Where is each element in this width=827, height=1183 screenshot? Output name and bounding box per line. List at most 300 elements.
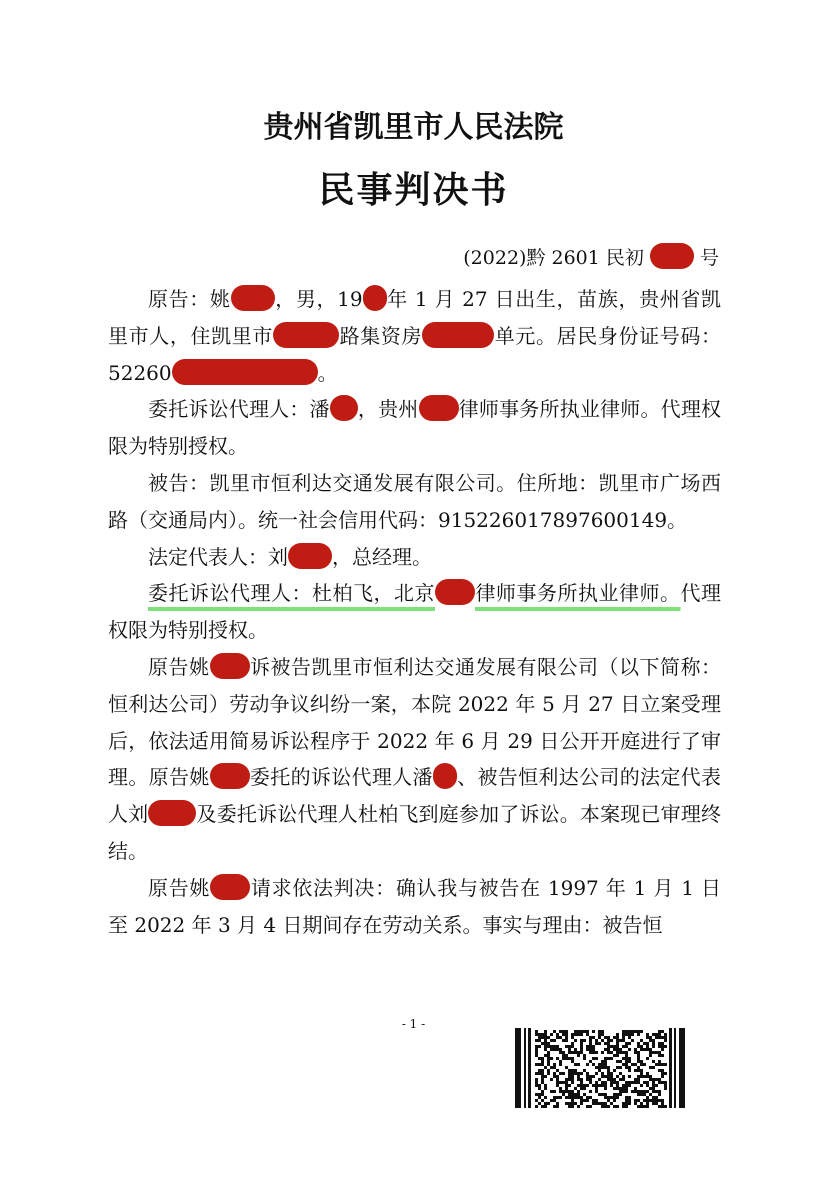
barcode-cell [610, 1075, 613, 1078]
barcode-cell [574, 1096, 577, 1099]
barcode-cell [592, 1036, 595, 1039]
barcode-cell [619, 1072, 622, 1075]
barcode-cell [616, 1093, 619, 1096]
barcode-cell [634, 1081, 637, 1084]
barcode-cell [658, 1036, 661, 1039]
barcode-cell [625, 1102, 628, 1105]
barcode-cell [628, 1096, 631, 1099]
barcode-cell [604, 1096, 607, 1099]
barcode-cell [556, 1048, 559, 1051]
barcode-cell [562, 1054, 565, 1057]
case-intro-text: 委托的诉讼代理人潘 [249, 765, 433, 790]
barcode-cell [556, 1033, 559, 1036]
barcode-cell [652, 1078, 655, 1081]
barcode-cell [619, 1093, 622, 1096]
barcode-cell [571, 1096, 574, 1099]
barcode-cell [631, 1039, 634, 1042]
barcode-cell [625, 1090, 628, 1093]
barcode-cell [604, 1063, 607, 1066]
judgment-body [108, 281, 721, 943]
barcode-cell [637, 1057, 640, 1060]
barcode-cell [583, 1054, 586, 1057]
barcode-cell [535, 1048, 538, 1051]
redaction-mark [210, 874, 250, 900]
barcode-cell [586, 1072, 589, 1075]
barcode-cell [658, 1069, 661, 1072]
barcode-cell [538, 1036, 541, 1039]
barcode-cell [577, 1072, 580, 1075]
barcode-cell [637, 1081, 640, 1084]
barcode-cell [655, 1099, 658, 1102]
barcode-cell [571, 1045, 574, 1048]
barcode-cell [583, 1093, 586, 1096]
barcode-cell [586, 1078, 589, 1081]
barcode-cell [589, 1081, 592, 1084]
barcode-cell [541, 1036, 544, 1039]
barcode-cell [553, 1096, 556, 1099]
barcode-cell [637, 1078, 640, 1081]
barcode-cell [583, 1039, 586, 1042]
barcode-cell [592, 1063, 595, 1066]
barcode-cell [541, 1078, 544, 1081]
barcode-cell [559, 1063, 562, 1066]
barcode-cell [595, 1084, 598, 1087]
barcode-cell [571, 1069, 574, 1072]
legal-rep-text: ，总经理。 [332, 544, 432, 569]
barcode-cell [535, 1078, 538, 1081]
barcode-cell [625, 1099, 628, 1102]
barcode-cell [601, 1051, 604, 1054]
barcode-cell [571, 1093, 574, 1096]
barcode-cell [592, 1075, 595, 1078]
barcode-cell [637, 1030, 640, 1033]
barcode-cell [637, 1045, 640, 1048]
barcode-cell [538, 1093, 541, 1096]
barcode-cell [643, 1048, 646, 1051]
barcode-cell [553, 1075, 556, 1078]
barcode-cell [625, 1045, 628, 1048]
barcode-cell [586, 1030, 589, 1033]
barcode-cell [646, 1042, 649, 1045]
redaction-mark [210, 653, 250, 679]
barcode-cell [601, 1033, 604, 1036]
barcode-cell [652, 1042, 655, 1045]
barcode-cell [595, 1087, 598, 1090]
barcode-cell [562, 1051, 565, 1054]
barcode-cell [625, 1051, 628, 1054]
barcode-cell [553, 1063, 556, 1066]
barcode-cell [610, 1045, 613, 1048]
barcode-cell [580, 1096, 583, 1099]
barcode-cell [568, 1069, 571, 1072]
barcode-cell [658, 1078, 661, 1081]
barcode-cell [556, 1036, 559, 1039]
barcode-cell [589, 1042, 592, 1045]
barcode-cell [601, 1072, 604, 1075]
barcode-cell [658, 1063, 661, 1066]
barcode-cell [640, 1063, 643, 1066]
barcode-cell [628, 1057, 631, 1060]
barcode-cell [622, 1087, 625, 1090]
barcode-cell [646, 1036, 649, 1039]
barcode-cell [565, 1096, 568, 1099]
barcode-cell [655, 1090, 658, 1093]
barcode-cell [631, 1033, 634, 1036]
plaintiff-agent-text: ，贵州 [357, 397, 419, 422]
barcode-cell [580, 1030, 583, 1033]
barcode-cell [598, 1102, 601, 1105]
case-intro-text: 、被告恒利达公司的法定代表人刘 [108, 765, 722, 827]
barcode-cell [586, 1063, 589, 1066]
barcode-cell [586, 1099, 589, 1102]
barcode-cell [565, 1054, 568, 1057]
barcode-cell [571, 1060, 574, 1063]
barcode-cell [607, 1072, 610, 1075]
barcode-cell [637, 1075, 640, 1078]
barcode-cell [571, 1075, 574, 1078]
barcode-cell [589, 1090, 592, 1093]
barcode-cell [616, 1042, 619, 1045]
barcode-cell [568, 1078, 571, 1081]
barcode-cell [658, 1090, 661, 1093]
barcode-cell [598, 1066, 601, 1069]
barcode-cell [658, 1033, 661, 1036]
barcode-cell [646, 1048, 649, 1051]
barcode-cell [628, 1036, 631, 1039]
barcode-cell [622, 1102, 625, 1105]
barcode-cell [604, 1093, 607, 1096]
barcode-cell [616, 1039, 619, 1042]
barcode-cell [604, 1042, 607, 1045]
barcode-cell [595, 1072, 598, 1075]
barcode-cell [577, 1054, 580, 1057]
barcode-cell [661, 1072, 664, 1075]
barcode-cell [661, 1099, 664, 1102]
barcode-cell [652, 1051, 655, 1054]
barcode-cell [568, 1045, 571, 1048]
barcode-cell [649, 1078, 652, 1081]
barcode-cell [559, 1090, 562, 1093]
case-intro-text: 原告姚 [148, 654, 210, 679]
barcode-cell [589, 1048, 592, 1051]
barcode-cell [616, 1081, 619, 1084]
barcode-cell [568, 1048, 571, 1051]
barcode-cell [559, 1060, 562, 1063]
barcode-cell [595, 1066, 598, 1069]
barcode-cell [559, 1030, 562, 1033]
barcode-cell [598, 1093, 601, 1096]
barcode-cell [628, 1030, 631, 1033]
barcode-cell [586, 1045, 589, 1048]
barcode-cell [604, 1087, 607, 1090]
barcode-cell [619, 1066, 622, 1069]
barcode-cell [535, 1093, 538, 1096]
barcode-cell [613, 1096, 616, 1099]
claim-paragraph [108, 870, 721, 944]
barcode-cell [562, 1072, 565, 1075]
barcode-cell [571, 1072, 574, 1075]
barcode-cell [634, 1090, 637, 1093]
barcode-cell [568, 1084, 571, 1087]
barcode-cell [541, 1081, 544, 1084]
barcode-cell [544, 1048, 547, 1051]
barcode-cell [622, 1039, 625, 1042]
barcode-cell [604, 1081, 607, 1084]
barcode-cell [577, 1030, 580, 1033]
barcode-cell [640, 1039, 643, 1042]
barcode-cell [565, 1084, 568, 1087]
barcode-cell [664, 1105, 667, 1108]
barcode-cell [658, 1099, 661, 1102]
barcode-cell [625, 1081, 628, 1084]
barcode-cell [565, 1039, 568, 1042]
barcode-cell [637, 1051, 640, 1054]
barcode-cell [664, 1045, 667, 1048]
barcode-cell [535, 1045, 538, 1048]
barcode-cell [625, 1105, 628, 1108]
barcode-cell [607, 1051, 610, 1054]
barcode-cell [649, 1087, 652, 1090]
barcode-cell [646, 1072, 649, 1075]
barcode-cell [607, 1036, 610, 1039]
barcode-cell [586, 1048, 589, 1051]
barcode-cell [577, 1084, 580, 1087]
barcode-cell [535, 1054, 538, 1057]
redaction-mark [435, 579, 475, 605]
barcode-cell [553, 1090, 556, 1093]
barcode-cell [646, 1099, 649, 1102]
barcode-cell [568, 1096, 571, 1099]
barcode-cell [553, 1072, 556, 1075]
barcode-cell [649, 1051, 652, 1054]
barcode-cell [565, 1090, 568, 1093]
barcode-cell [607, 1096, 610, 1099]
barcode-cell [580, 1042, 583, 1045]
barcode-cell [562, 1081, 565, 1084]
barcode-cell [562, 1057, 565, 1060]
barcode-cell [580, 1033, 583, 1036]
barcode-cell [649, 1093, 652, 1096]
barcode-cell [598, 1030, 601, 1033]
barcode-cell [574, 1069, 577, 1072]
barcode-cell [607, 1066, 610, 1069]
barcode-cell [613, 1069, 616, 1072]
barcode-cell [601, 1030, 604, 1033]
barcode-cell [622, 1057, 625, 1060]
barcode-cell [538, 1033, 541, 1036]
legal-rep-text: 法定代表人：刘 [148, 544, 288, 569]
plaintiff-text: 原告：姚 [148, 287, 231, 311]
case-number-prefix: (2022)黔 2601 民初 [463, 247, 644, 269]
page-number: - 1 - [401, 1017, 426, 1031]
barcode-cell [616, 1045, 619, 1048]
barcode-cell [535, 1105, 538, 1108]
barcode-cell [634, 1102, 637, 1105]
barcode-cell [589, 1051, 592, 1054]
barcode-cell [541, 1069, 544, 1072]
barcode-cell [568, 1075, 571, 1078]
barcode-cell [577, 1105, 580, 1108]
barcode-cell [655, 1033, 658, 1036]
barcode-cell [538, 1084, 541, 1087]
barcode-cell [559, 1072, 562, 1075]
barcode-cell [583, 1084, 586, 1087]
barcode-cell [649, 1036, 652, 1039]
barcode-cell [616, 1048, 619, 1051]
barcode-cell [565, 1078, 568, 1081]
barcode-cell [595, 1039, 598, 1042]
barcode-cell [652, 1045, 655, 1048]
barcode-cell [577, 1078, 580, 1081]
defendant-paragraph: 被告：凯里市恒利达交通发展有限公司。住所地：凯里市广场西路（交通局内）。统一社会信用代码：915226017897600149。 [108, 470, 721, 532]
redaction-mark [433, 763, 457, 789]
barcode-cell [625, 1084, 628, 1087]
barcode-cell [649, 1099, 652, 1102]
barcode-cell [613, 1078, 616, 1081]
barcode-cell [646, 1090, 649, 1093]
barcode-cell [562, 1030, 565, 1033]
barcode-cell [634, 1087, 637, 1090]
barcode-cell [559, 1048, 562, 1051]
barcode-cell [538, 1102, 541, 1105]
barcode-cell [607, 1039, 610, 1042]
barcode-cell [604, 1048, 607, 1051]
barcode-cell [574, 1051, 577, 1054]
redaction-mark [288, 543, 332, 569]
defendant-agent-paragraph [108, 575, 721, 649]
barcode-cell [637, 1105, 640, 1108]
barcode-cell [655, 1051, 658, 1054]
barcode-cell [634, 1078, 637, 1081]
barcode-cell [646, 1045, 649, 1048]
barcode-cell [649, 1075, 652, 1078]
barcode-cell [589, 1060, 592, 1063]
barcode-cell [613, 1036, 616, 1039]
barcode-cell [628, 1099, 631, 1102]
barcode-cell [592, 1045, 595, 1048]
barcode-cell [574, 1072, 577, 1075]
barcode-cell [586, 1033, 589, 1036]
barcode-cell [607, 1075, 610, 1078]
barcode-cell [649, 1039, 652, 1042]
barcode-cell [610, 1051, 613, 1054]
barcode-cell [661, 1030, 664, 1033]
barcode-cell [661, 1036, 664, 1039]
barcode-cell [592, 1048, 595, 1051]
barcode-cell [544, 1036, 547, 1039]
barcode-cell [628, 1069, 631, 1072]
barcode-cell [652, 1066, 655, 1069]
barcode-cell [601, 1084, 604, 1087]
barcode-cell [637, 1099, 640, 1102]
barcode-cell [544, 1087, 547, 1090]
barcode-cell [595, 1051, 598, 1054]
barcode-cell [649, 1054, 652, 1057]
barcode-cell [637, 1069, 640, 1072]
barcode-cell [535, 1063, 538, 1066]
barcode-cell [655, 1036, 658, 1039]
barcode-cell [547, 1060, 550, 1063]
barcode-cell [589, 1045, 592, 1048]
redaction-mark [148, 800, 196, 826]
barcode-cell [601, 1063, 604, 1066]
barcode-cell [556, 1084, 559, 1087]
barcode-cell [664, 1039, 667, 1042]
barcode-cell [598, 1042, 601, 1045]
barcode-cell [652, 1060, 655, 1063]
barcode-cell [622, 1036, 625, 1039]
barcode-cell [625, 1057, 628, 1060]
barcode-cell [658, 1045, 661, 1048]
barcode-cell [664, 1033, 667, 1036]
barcode-cell [622, 1045, 625, 1048]
plaintiff-text: 单元。居民身份证号码：52260 [108, 323, 721, 385]
barcode-cell [646, 1102, 649, 1105]
barcode-cell [556, 1045, 559, 1048]
barcode-cell [556, 1057, 559, 1060]
barcode-cell [622, 1063, 625, 1066]
redaction-mark [231, 285, 275, 311]
barcode-cell [652, 1099, 655, 1102]
barcode-cell [664, 1087, 667, 1090]
barcode-cell [619, 1051, 622, 1054]
defendant-agent-text: 代理权限为特别授权。 [108, 581, 721, 643]
plaintiff-text: 路集资房 [339, 323, 423, 348]
barcode-cell [643, 1093, 646, 1096]
case-number-suffix: 号 [699, 247, 719, 269]
barcode-cell [565, 1036, 568, 1039]
barcode-cell [574, 1033, 577, 1036]
barcode-cell [610, 1039, 613, 1042]
barcode-cell [556, 1102, 559, 1105]
court-name: 贵州省凯里市人民法院 [263, 110, 564, 145]
barcode-cell [544, 1102, 547, 1105]
barcode-cell [607, 1099, 610, 1102]
barcode-cell [616, 1105, 619, 1108]
barcode-cell [568, 1090, 571, 1093]
barcode-cell [610, 1102, 613, 1105]
barcode-cell [640, 1060, 643, 1063]
barcode-cell [571, 1057, 574, 1060]
barcode-cell [631, 1063, 634, 1066]
barcode-cell [598, 1084, 601, 1087]
barcode-cell [616, 1060, 619, 1063]
barcode-cell [565, 1087, 568, 1090]
case-introduction-paragraph [108, 649, 721, 870]
barcode-cell [607, 1057, 610, 1060]
barcode-cell [640, 1030, 643, 1033]
barcode-cell [658, 1042, 661, 1045]
barcode-cell [571, 1105, 574, 1108]
barcode-cell [571, 1102, 574, 1105]
barcode-cell [610, 1057, 613, 1060]
barcode-cell [619, 1087, 622, 1090]
barcode-cell [565, 1033, 568, 1036]
barcode-cell [550, 1078, 553, 1081]
barcode-cell [622, 1030, 625, 1033]
barcode-cell [571, 1051, 574, 1054]
barcode-cell [538, 1063, 541, 1066]
barcode-cell [580, 1102, 583, 1105]
barcode-cell [586, 1084, 589, 1087]
barcode-cell [601, 1102, 604, 1105]
redaction-mark [172, 359, 318, 385]
barcode-cell [637, 1042, 640, 1045]
barcode-cell [547, 1072, 550, 1075]
barcode-cell [574, 1087, 577, 1090]
barcode-cell [604, 1060, 607, 1063]
barcode-cell [553, 1030, 556, 1033]
